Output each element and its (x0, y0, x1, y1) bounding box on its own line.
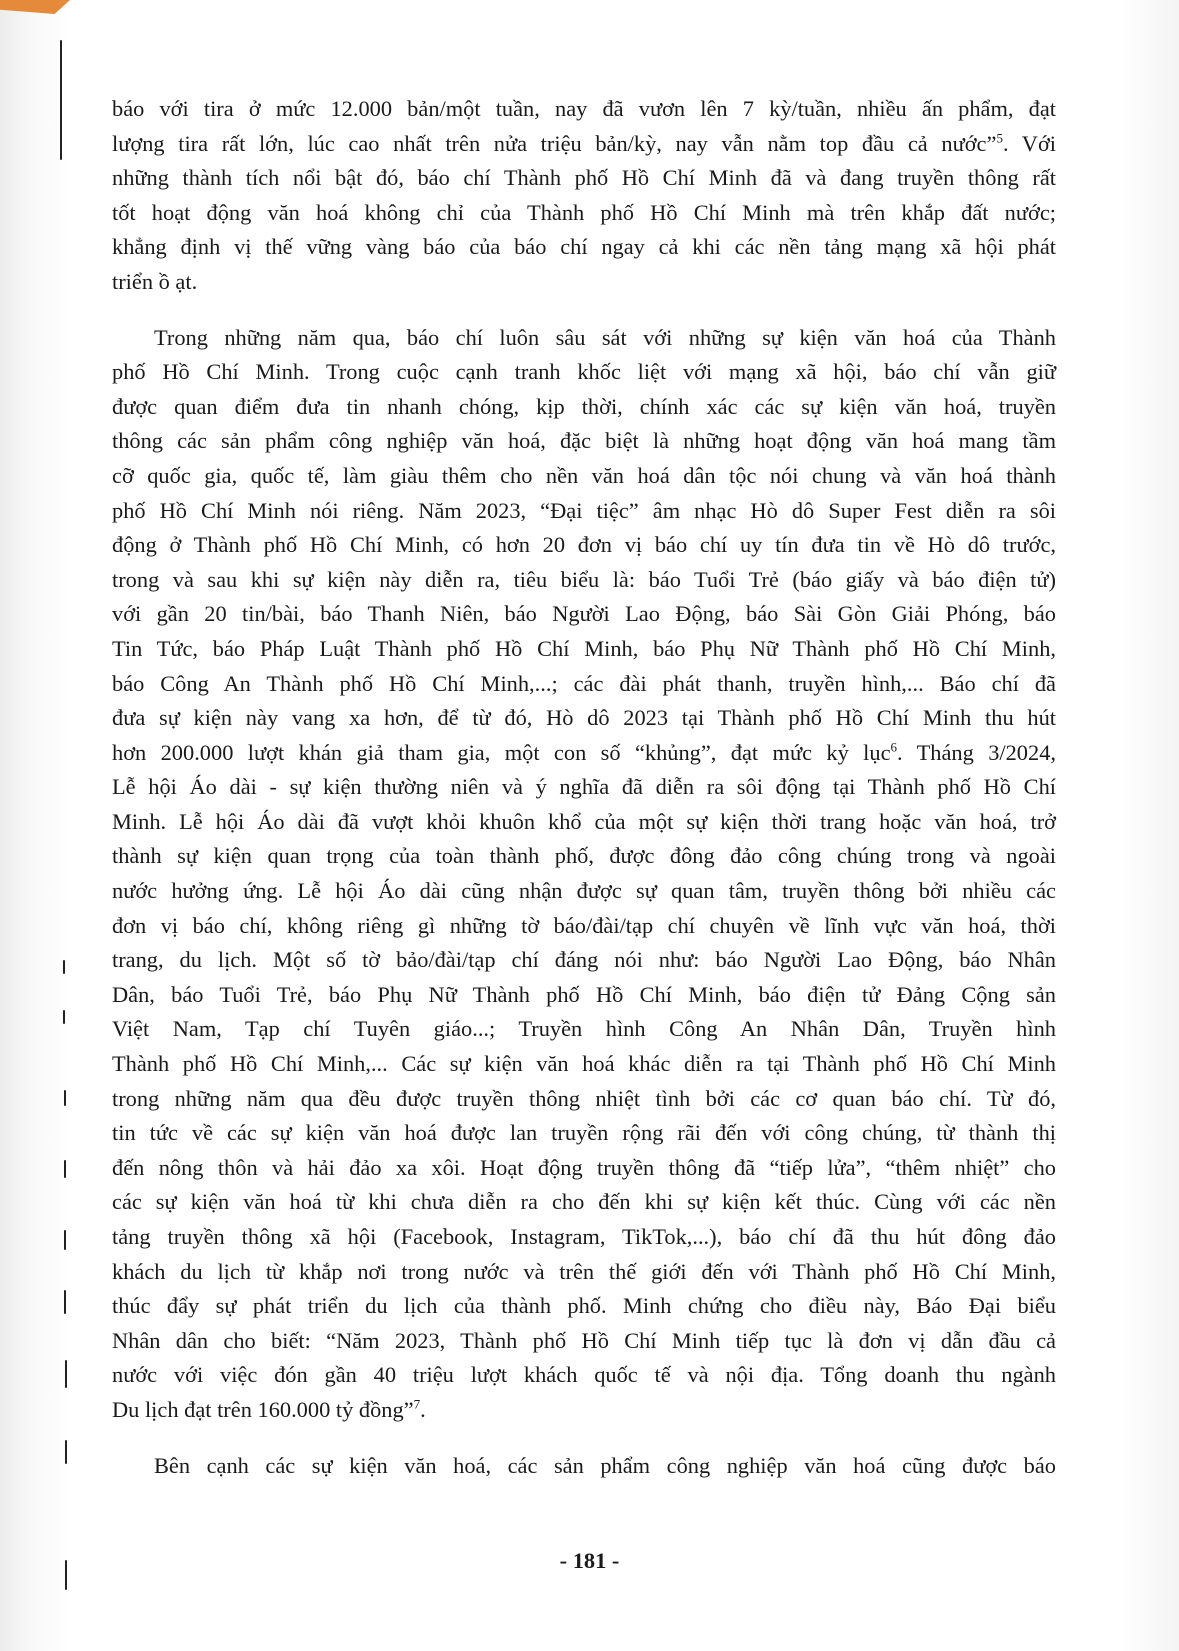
text-line: thúc đẩy sự phát triển du lịch của thành phố. Minh chứng cho điều này, Báo Đại biểu (112, 1293, 1056, 1319)
text-line: Trong những năm qua, báo chí luôn sâu sát với những sự kiện văn hoá của Thành (154, 324, 1056, 350)
text-line: với gần 20 tin/bài, báo Thanh Niên, báo Người Lao Động, báo Sài Gòn Giải Phóng, báo (112, 601, 1056, 627)
body-text (112, 92, 1056, 1483)
text-line: khẳng định vị thế vững vàng báo của báo chí ngay cả khi các nền tảng mạng xã hội phát (112, 234, 1056, 260)
text-line: trang, du lịch. Một số tờ bảo/đài/tạp chí đáng nói như: báo Người Lao Động, báo Nhân (112, 947, 1056, 973)
binding-mark (64, 1290, 66, 1314)
text-line: tảng truyền thông xã hội (Facebook, Instagram, TikTok,...), báo chí đã thu hút đông đảo (112, 1224, 1056, 1249)
text-line: đơn vị báo chí, không riêng gì những tờ báo/đài/tạp chí chuyên về lĩnh vực văn hoá, thời (112, 912, 1056, 938)
text-line: nước với việc đón gần 40 triệu lượt khách quốc tế và nội địa. Tổng doanh thu ngành (112, 1362, 1056, 1388)
binding-mark (64, 1160, 66, 1178)
page-corner-tab (0, 0, 70, 14)
text-line: Thành phố Hồ Chí Minh,... Các sự kiện văn hoá khác diễn ra tại Thành phố Hồ Chí Minh (112, 1051, 1056, 1077)
binding-mark (65, 1360, 67, 1388)
binding-mark (65, 1440, 67, 1464)
page-number: - 181 - (559, 1548, 620, 1573)
text-line: Nhân dân cho biết: “Năm 2023, Thành phố Hồ Chí Minh tiếp tục là đơn vị dẫn đầu cả (112, 1327, 1056, 1353)
text-line: Dân, báo Tuổi Trẻ, báo Phụ Nữ Thành phố Hồ Chí Minh, báo điện tử Đảng Cộng sản (112, 981, 1056, 1007)
text-line: phố Hồ Chí Minh nói riêng. Năm 2023, “Đại tiệc” âm nhạc Hò dô Super Fest diễn ra sôi (112, 497, 1056, 523)
binding-mark (63, 960, 65, 974)
text-line: những thành tích nổi bật đó, báo chí Thành phố Hồ Chí Minh đã và đang truyền thông rất (112, 165, 1056, 191)
text-line: đến nông thôn và hải đảo xa xôi. Hoạt động truyền thông đã “tiếp lửa”, “thêm nhiệt” cho (112, 1154, 1056, 1180)
binding-mark (60, 40, 62, 160)
text-line: phố Hồ Chí Minh. Trong cuộc cạnh tranh khốc liệt với mạng xã hội, báo chí vẫn giữ (112, 359, 1056, 385)
binding-mark (64, 1090, 66, 1106)
text-line: nước hưởng ứng. Lễ hội Áo dài cũng nhận được sự quan tâm, truyền thông bởi nhiều các (112, 878, 1056, 904)
text-line: hơn 200.000 lượt khán giả tham gia, một con số “khủng”, đạt mức kỷ lục$^6$. Tháng 3/2024, (112, 739, 1056, 765)
text-line: Lễ hội Áo dài - sự kiện thường niên và ý nghĩa đã diễn ra sôi động tại Thành phố Hồ Chí (112, 774, 1056, 800)
text-line: tốt hoạt động văn hoá không chỉ của Thành phố Hồ Chí Minh mà trên khắp đất nước; (112, 199, 1056, 225)
text-line: thông các sản phẩm công nghiệp văn hoá, đặc biệt là những hoạt động văn hoá mang tầm (112, 428, 1056, 454)
text-line: trong những năm qua đều được truyền thông nhiệt tình bởi các cơ quan báo chí. Từ đó, (112, 1085, 1056, 1111)
text-line: Bên cạnh các sự kiện văn hoá, các sản phẩm công nghiệp văn hoá cũng được báo (154, 1452, 1056, 1478)
binding-mark (64, 1230, 66, 1250)
binding-mark (63, 1010, 65, 1024)
text-line: đưa sự kiện này vang xa hơn, để từ đó, Hò dô 2023 tại Thành phố Hồ Chí Minh thu hút (112, 705, 1056, 731)
text-line: triển ồ ạt. (112, 268, 198, 294)
text-line: khách du lịch từ khắp nơi trong nước và trên thế giới đến với Thành phố Hồ Chí Minh, (112, 1258, 1056, 1284)
text-line: Du lịch đạt trên 160.000 tỷ đồng”$^7$. (112, 1396, 426, 1422)
text-line: cỡ quốc gia, quốc tế, làm giàu thêm cho nền văn hoá dân tộc nói chung và văn hoá thành (112, 462, 1056, 488)
text-line: Việt Nam, Tạp chí Tuyên giáo...; Truyền hình Công An Nhân Dân, Truyền hình (112, 1016, 1056, 1042)
text-line: động ở Thành phố Hồ Chí Minh, có hơn 20 đơn vị báo chí uy tín đưa tin về Hò dô trước, (112, 532, 1056, 558)
text-line: trong và sau khi sự kiện này diễn ra, tiêu biểu là: báo Tuổi Trẻ (báo giấy và báo điện tử) (112, 566, 1056, 592)
text-line: báo với tira ở mức 12.000 bản/một tuần, nay đã vươn lên 7 kỳ/tuần, nhiều ấn phẩm, đạt (112, 96, 1056, 121)
text-line: thành sự kiện quan trọng của toàn thành phố, được đông đảo công chúng trong và ngoài (112, 843, 1056, 869)
text-line: các sự kiện văn hoá từ khi chưa diễn ra cho đến khi sự kiện kết thúc. Cùng với các nền (112, 1189, 1056, 1215)
text-line: tin tức về các sự kiện văn hoá được lan truyền rộng rãi đến với công chúng, từ thành thị (112, 1120, 1056, 1146)
text-line: được quan điểm đưa tin nhanh chóng, kịp thời, chính xác các sự kiện văn hoá, truyền (112, 393, 1056, 419)
text-line: báo Công An Thành phố Hồ Chí Minh,...; các đài phát thanh, truyền hình,... Báo chí đã (112, 670, 1056, 696)
text-line: Tin Tức, báo Pháp Luật Thành phố Hồ Chí Minh, báo Phụ Nữ Thành phố Hồ Chí Minh, (112, 635, 1056, 661)
text-line: Minh. Lễ hội Áo dài đã vượt khỏi khuôn khổ của một sự kiện thời trang hoặc văn hoá, trở (112, 808, 1056, 834)
text-line: lượng tira rất lớn, lúc cao nhất trên nửa triệu bản/kỳ, nay vẫn nằm top đầu cả nước”$^5$. Với (112, 130, 1056, 156)
